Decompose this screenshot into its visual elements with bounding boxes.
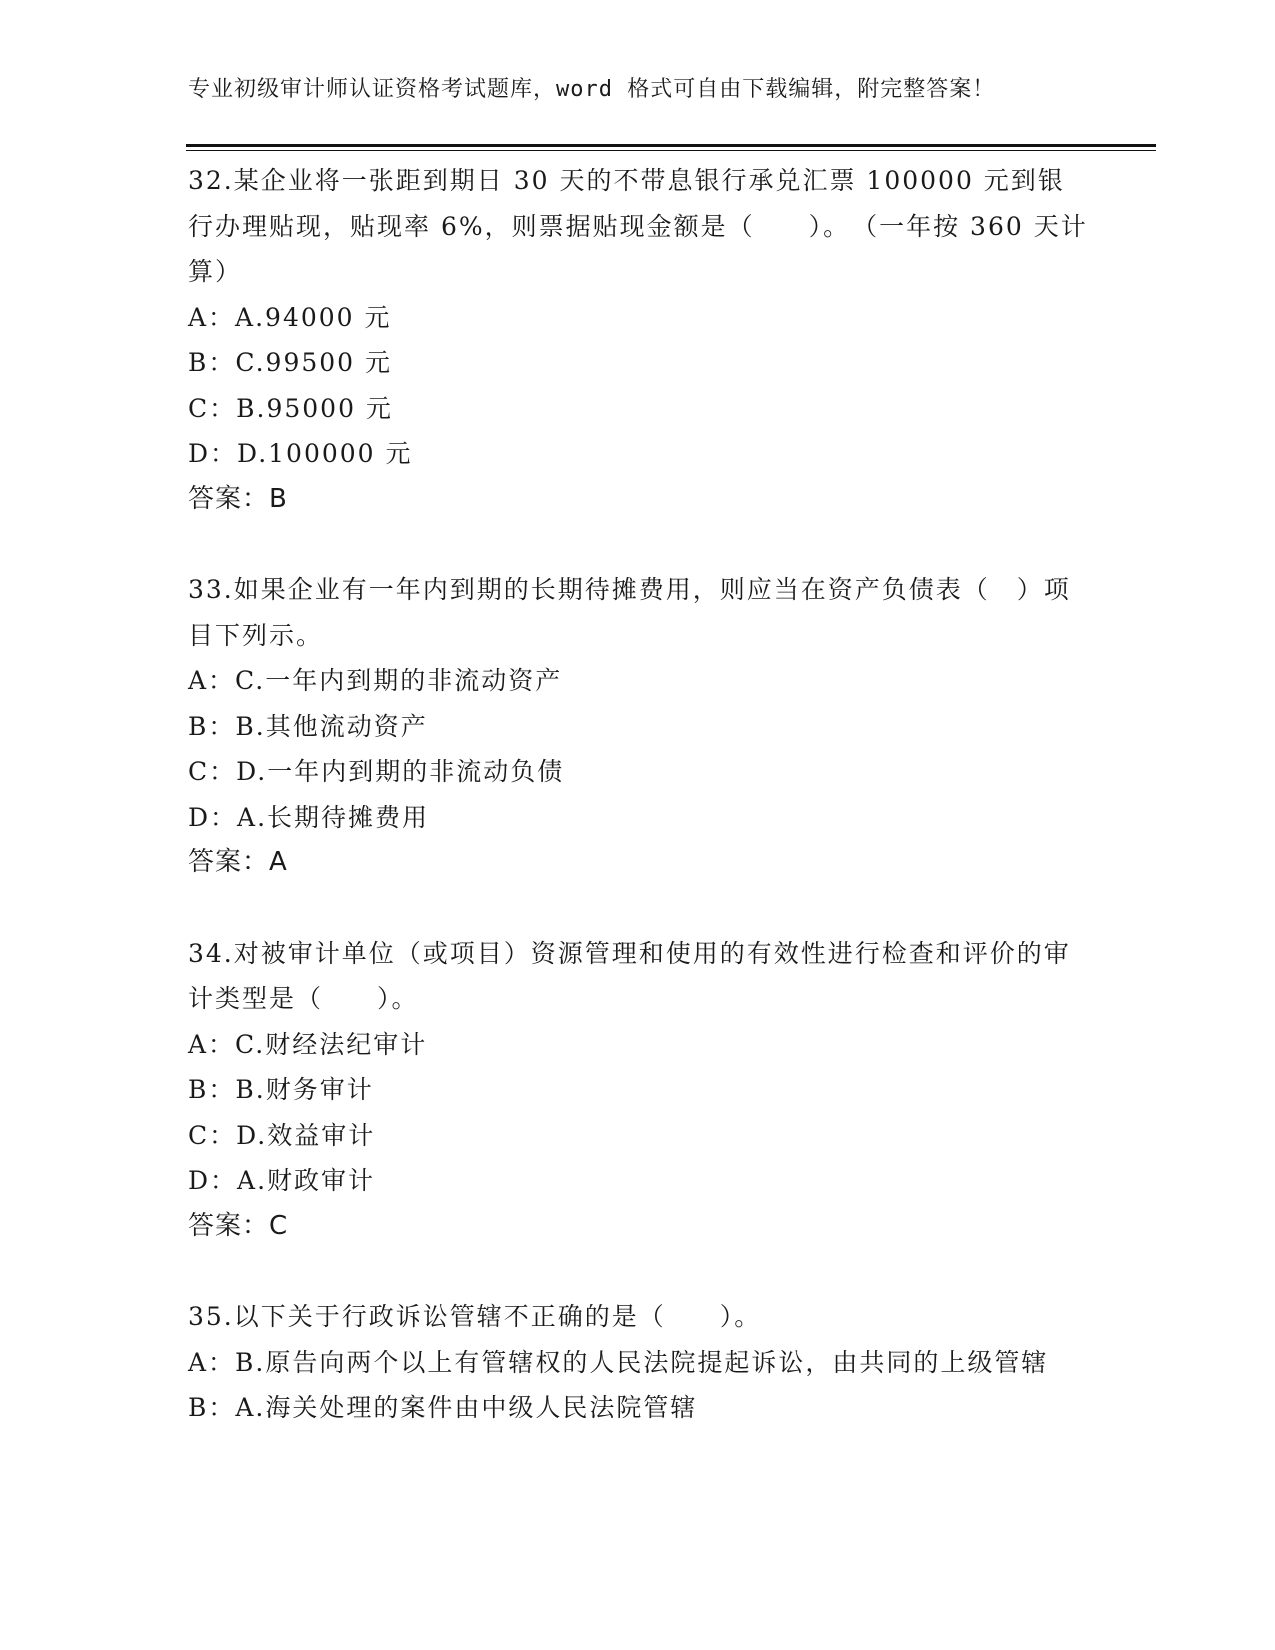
question-stem: 35.以下关于行政诉讼管辖不正确的是（ ）。	[188, 1302, 762, 1331]
option-c: C：D.一年内到期的非流动负债	[188, 757, 565, 786]
option-b: B：A.海关处理的案件由中级人民法院管辖	[188, 1393, 698, 1422]
option-a: A：C.一年内到期的非流动资产	[188, 666, 563, 695]
answer: 答案：C	[188, 1210, 289, 1241]
question-stem: 34.对被审计单位（或项目）资源管理和使用的有效性进行检查和评价的审计类型是（ ）。	[188, 938, 1071, 1013]
question-35	[188, 1294, 1088, 1431]
option-c: C：B.95000 元	[188, 393, 393, 423]
option-b: B：C.99500 元	[188, 348, 393, 377]
option-a: A：B.原告向两个以上有管辖权的人民法院提起诉讼，由共同的上级管辖	[188, 1347, 1049, 1377]
question-list	[188, 158, 1088, 1476]
answer: 答案：A	[188, 847, 288, 877]
option-d: D：D.100000 元	[188, 439, 413, 468]
header-rule-thin	[186, 150, 1156, 151]
question-stem: 32.某企业将一张距到期日 30 天的不带息银行承兑汇票 100000 元到银行办理贴现，贴现率 6%，则票据贴现金额是（ ）。 （一年按 360 天计算）	[188, 166, 1088, 286]
question-stem: 33.如果企业有一年内到期的长期待摊费用，则应当在资产负债表（ ）项目下列示。	[188, 575, 1071, 650]
option-c: C：D.效益审计	[188, 1120, 376, 1150]
header-rule-thick	[186, 144, 1156, 147]
question-34	[188, 931, 1088, 1250]
option-d: D：A.长期待摊费用	[188, 802, 430, 832]
question-33	[188, 567, 1088, 886]
option-d: D：A.财政审计	[188, 1166, 376, 1195]
question-32	[188, 158, 1088, 522]
option-b: B：B.财务审计	[188, 1075, 374, 1104]
answer: 答案：B	[188, 483, 288, 514]
page-header: 专业初级审计师认证资格考试题库，word 格式可自由下载编辑，附完整答案！	[188, 77, 996, 102]
option-a: A：C.财经法纪审计	[188, 1029, 428, 1059]
option-b: B：B.其他流动资产	[188, 711, 428, 741]
option-a: A：A.94000 元	[188, 302, 392, 332]
